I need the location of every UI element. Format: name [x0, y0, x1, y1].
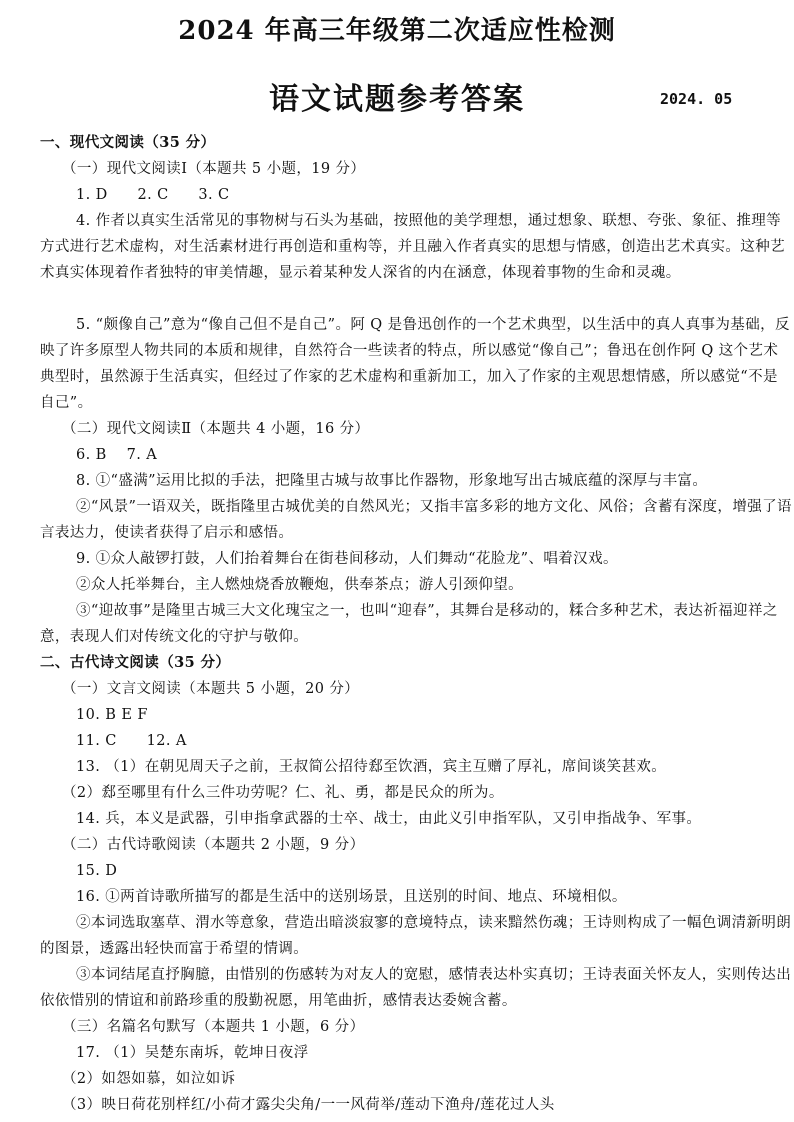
answer-q16-part1: 16. ①两首诗歌所描写的都是生活中的送别场景，且送别的时间、地点、环境相似。: [76, 889, 627, 905]
answer-q17-part3: （3）映日荷花别样红/小荷才露尖尖角/一一风荷举/莲动下渔舟/莲花过人头: [62, 1097, 555, 1113]
answer-body: [40, 130, 792, 1118]
exam-title: 2024 年高三年级第二次适应性检测: [178, 16, 616, 46]
section-heading-classical-reading: 二、古代诗文阅读（35 分）: [40, 654, 231, 671]
subsection-heading-modern-reading-2: （二）现代文阅读Ⅱ（本题共 4 小题，16 分）: [62, 421, 370, 437]
answer-q5: 5. “颇像自己”意为“像自己但不是自己”。阿 Q 是鲁迅创作的一个艺术典型，以生活中的真人真事为基础，反映了许多原型人物共同的本质和规律，自然符合一些读者的特点，所以感觉“像自己”；鲁迅在创作阿 Q 这个艺术典型时，虽然源于生活真实，但经过了作家的艺术虚构和重新加工，加入了作家的主观思想情感，所以感觉“不是自己”。: [40, 317, 790, 411]
answer-q16-part2: ②本词选取塞草、渭水等意象，营造出暗淡寂寥的意境特点，读来黯然伤魂；王诗则构成了一幅色调清新明朗的图景，透露出轻快而富于希望的情调。: [40, 915, 792, 957]
subsection-heading-classical-prose: （一）文言文阅读（本题共 5 小题，20 分）: [62, 681, 360, 697]
answer-q8-part1: 8. ①“盛满”运用比拟的手法，把隆里古城与故事比作器物，形象地写出古城底蕴的深厚与丰富。: [76, 473, 708, 489]
subsection-heading-classical-poetry: （二）古代诗歌阅读（本题共 2 小题，9 分）: [62, 837, 365, 853]
answer-q1-3: 1. D 2. C 3. C: [76, 187, 230, 203]
answer-q9-part1: 9. ①众人敲锣打鼓，人们抬着舞台在街巷间移动，人们舞动“花脸龙”、唱着汉戏。: [76, 551, 618, 567]
answer-q17-part1: 17. （1）吴楚东南坼，乾坤日夜浮: [76, 1045, 309, 1061]
answer-q8-part2: ②“风景”一语双关，既指隆里古城优美的自然风光；又指丰富多彩的地方文化、风俗；含蓄有深度，增强了语言表达力，使读者获得了启示和感悟。: [40, 499, 792, 541]
answer-q17-part2: （2）如怨如慕，如泣如诉: [62, 1071, 236, 1087]
answer-q9-part3: ③“迎故事”是隆里古城三大文化瑰宝之一，也叫“迎春”，其舞台是移动的，糅合多种艺术，表达祈福迎祥之意，表现人们对传统文化的守护与敬仰。: [40, 603, 778, 645]
answer-q13-part1: 13. （1）在朝见周天子之前，王叔简公招待郄至饮酒，宾主互赠了厚礼，席间谈笑甚欢。: [76, 759, 667, 775]
answer-q16-part3: ③本词结尾直抒胸臆，由惜别的伤感转为对友人的宽慰，感情表达朴实真切；王诗表面关怀友人，实则传达出依依惜别的情谊和前路珍重的殷勤祝愿，用笔曲折，感情表达委婉含蓄。: [40, 967, 792, 1009]
answer-q4: 4. 作者以真实生活常见的事物树与石头为基础，按照他的美学理想，通过想象、联想、夸张、象征、推理等方式进行艺术虚构，对生活素材进行再创造和重构等，并且融入作者真实的思想与情感，创造出艺术真实。这种艺术真实体现着作者独特的审美情趣，显示着某种发人深省的内在涵意，体现着事物的生命和灵魂。: [40, 213, 785, 281]
section-heading-modern-reading: 一、现代文阅读（35 分）: [40, 134, 216, 151]
answer-key-title: 语文试题参考答案: [269, 82, 525, 117]
subsection-heading-modern-reading-1: （一）现代文阅读Ⅰ（本题共 5 小题，19 分）: [62, 161, 366, 177]
exam-date: 2024. 05: [660, 90, 733, 108]
answer-q15: 15. D: [76, 863, 118, 879]
answer-q10: 10. B E F: [76, 707, 148, 723]
answer-q9-part2: ②众人托举舞台，主人燃烛烧香放鞭炮，供奉茶点；游人引颈仰望。: [76, 577, 523, 593]
answer-q11-12: 11. C 12. A: [76, 733, 187, 749]
subsection-heading-famous-lines: （三）名篇名句默写（本题共 1 小题，6 分）: [62, 1019, 365, 1035]
answer-q13-part2: （2）郄至哪里有什么三件功劳呢？仁、礼、勇，都是民众的所为。: [62, 785, 504, 801]
answer-q14: 14. 兵，本义是武器，引申指拿武器的士卒、战士，由此义引申指军队，又引申指战争、军事。: [76, 811, 702, 827]
answer-q6-7: 6. B 7. A: [76, 447, 158, 463]
